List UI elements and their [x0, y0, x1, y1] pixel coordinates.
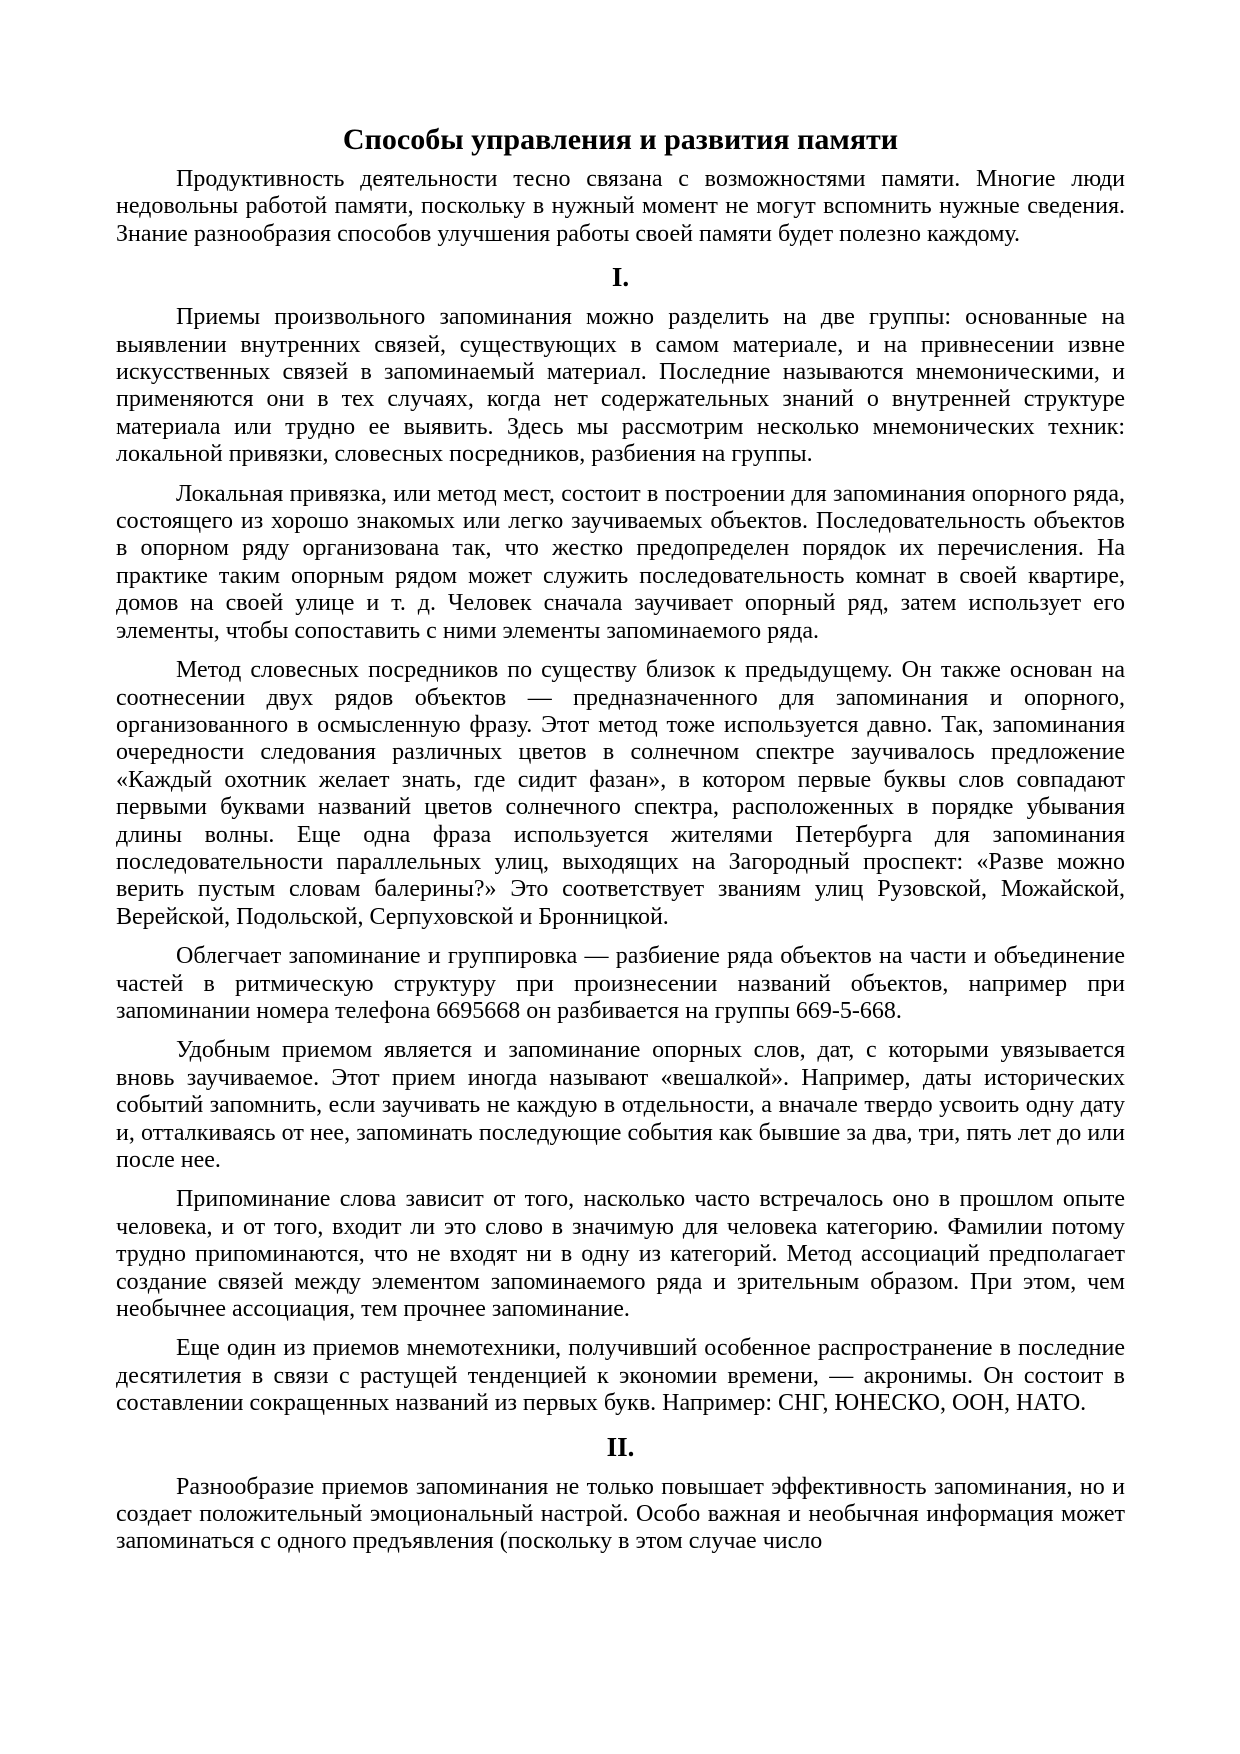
document-page	[116, 106, 1125, 1726]
body-paragraph: Припоминание слова зависит от того, насколько часто встречалось оно в прошлом опыте человека, и от того, входит ли это слово в значимую для человека категорию. Фамилии потому трудно припоминаются, что не входят ни в одну из категорий. Метод ассоциаций предполагает создание связей между элементом запоминаемого ряда и зрительным образом. При этом, чем необычнее ассоциация, тем прочнее запоминание.	[116, 1186, 1125, 1323]
body-paragraph: Локальная привязка, или метод мест, состоит в построении для запоминания опорного ряда, состоящего из хорошо знакомых или легко заучиваемых объектов. Последовательность объектов в опорном ряду организована так, что жестко предопределен порядок их перечисления. На практике таким опорным рядом может служить последовательность комнат в своей квартире, домов на своей улице и т. д. Человек сначала заучивает опорный ряд, затем использует его элементы, чтобы сопоставить с ними элементы запоминаемого ряда.	[116, 480, 1125, 644]
document-title: Способы управления и развития памяти	[342, 123, 899, 156]
section-1	[116, 260, 1125, 1417]
intro-paragraph: Продуктивность деятельности тесно связана с возможностями памяти. Многие люди недовольны работой памяти, поскольку в нужный момент не могут вспомнить нужные сведения. Знание разнообразия способов улучшения работы своей памяти будет полезно каждому.	[116, 166, 1125, 247]
body-paragraph: Метод словесных посредников по существу близок к предыдущему. Он также основан на соотнесении двух рядов объектов — предназначенного для запоминания и опорного, организованного в осмысленную фразу. Этот метод тоже используется давно. Так, запоминания очередности следования различных цветов в солнечном спектре заучивалось предложение «Каждый охотник желает знать, где сидит фазан», в котором первые буквы слов совпадают первыми буквами названий цветов солнечного спектра, расположенных в порядке убывания длины волны. Еще одна фраза используется жителями Петербурга для запоминания последовательности параллельных улиц, выходящих на Загородный проспект: «Разве можно верить пустым словам балерины?» Это соответствует званиям улиц Рузовской, Можайской, Верейской, Подольской, Серпуховской и Бронницкой.	[116, 657, 1125, 930]
body-paragraph: Разнообразие приемов запоминания не только повышает эффективность запоминания, но и создает положительный эмоциональный настрой. Особо важная и необычная информация может запоминаться с одного предъявления (поскольку в этом случае число	[116, 1473, 1125, 1555]
body-paragraph: Облегчает запоминание и группировка — разбиение ряда объектов на части и объединение частей в ритмическую структуру при произнесении названий объектов, например при запоминании номера телефона 6695668 он разбивается на группы 669-5-668.	[116, 943, 1125, 1024]
body-paragraph: Удобным приемом является и запоминание опорных слов, дат, с которыми увязывается вновь заучиваемое. Этот прием иногда называют «вешалкой». Например, даты исторических событий запомнить, если заучивать не каждую в отдельности, а вначале твердо усвоить одну дату и, отталкиваясь от нее, запоминать последующие события как бывшие за два, три, пять лет до или после нее.	[116, 1037, 1125, 1173]
body-paragraph: Приемы произвольного запоминания можно разделить на две группы: основанные на выявлении внутренних связей, существующих в самом материале, и на привнесении извне искусственных связей в запоминаемый материал. Последние называются мнемоническими, и применяются они в тех случаях, когда нет содержательных знаний о внутренней структуре материала или трудно ее выявить. Здесь мы рассмотрим несколько мнемонических техник: локальной привязки, словесных посредников, разбиения на группы.	[116, 304, 1125, 468]
section-heading: I.	[611, 262, 630, 293]
section-heading: II.	[606, 1431, 635, 1462]
section-2	[116, 1430, 1125, 1556]
body-paragraph: Еще один из приемов мнемотехники, получивший особенное распространение в последние десятилетия в связи с растущей тенденцией к экономии времени, — акронимы. Он состоит в составлении сокращенных названий из первых букв. Например: СНГ, ЮНЕСКО, ООН, НАТО.	[116, 1335, 1125, 1417]
